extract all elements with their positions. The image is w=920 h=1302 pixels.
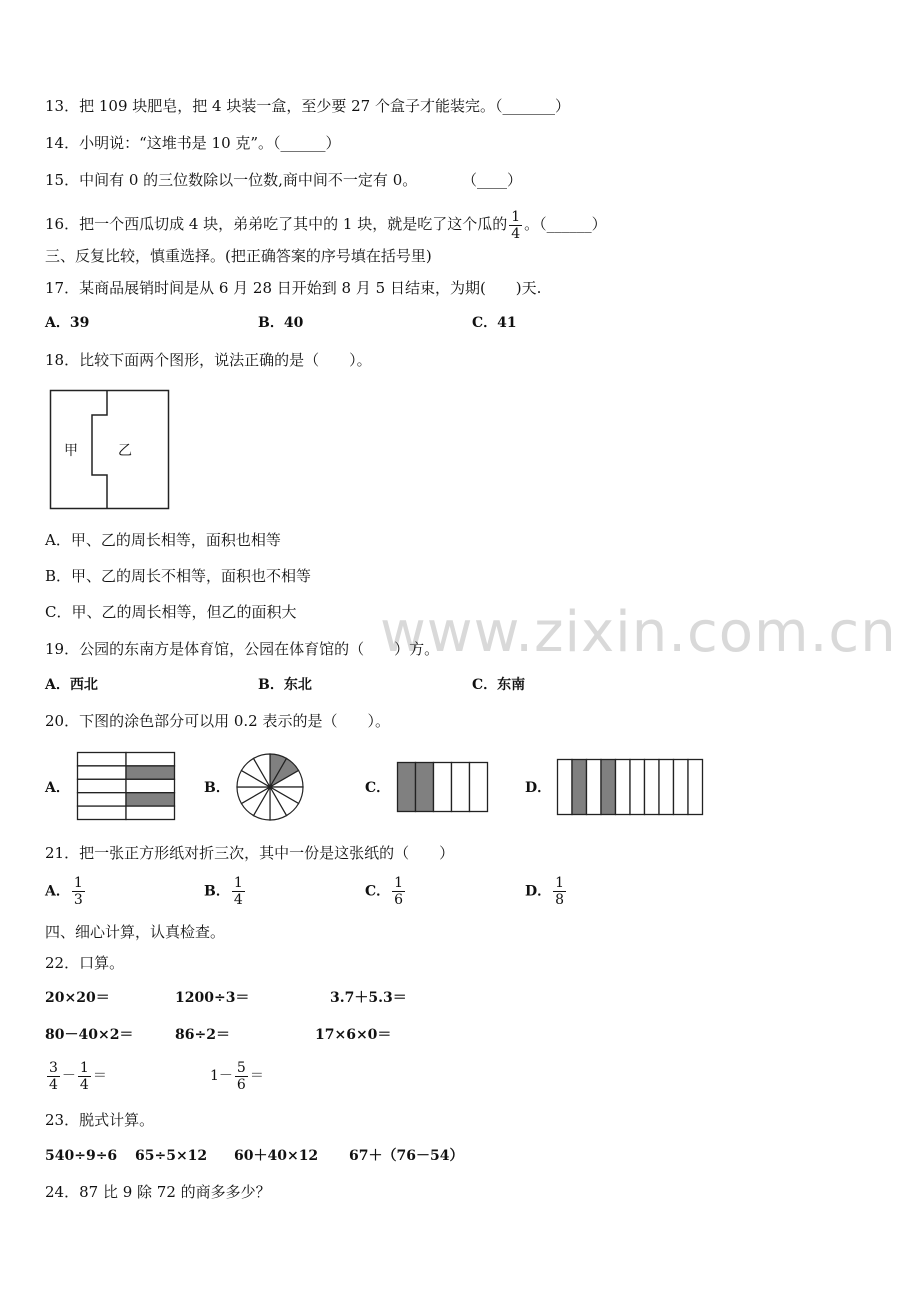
q19-option-c[interactable]: C．东南 [472,677,526,693]
strip [434,763,452,812]
fraction: $\frac{1}{6}$ [394,875,404,908]
calc-item: 80－40×2＝ [45,1027,134,1043]
q20-option-c[interactable]: C． [365,780,391,796]
calc-item: 60＋40×12 [234,1148,319,1164]
question-21: 21．把一张正方形纸对折三次，其中一份是这张纸的（ ） [45,844,455,862]
calc-item: 65÷5×12 [135,1148,208,1164]
strip [452,763,470,812]
fraction: $\frac{3}{4}$ [49,1059,58,1093]
calc-item: 17×6×0＝ [315,1027,392,1043]
q20-option-d[interactable]: D． [525,780,552,796]
grid-cell [78,779,127,792]
question-19: 19．公园的东南方是体育馆，公园在体育馆的（ ）方。 [45,640,440,658]
fraction: $\frac{1}{4}$ [79,1059,89,1093]
question-14: 14．小明说：“这堆书是 10 克”。（______） [45,134,341,152]
q20-option-a[interactable]: A． [45,780,70,796]
watermark: www.zixin.com.cn [380,600,897,665]
grid-cell [78,753,127,766]
q18-option-a[interactable]: A．甲、乙的周长相等，面积也相等 [45,531,281,549]
calc-item-fraction-b: 1－ $\frac{5}{6}$ ＝ [210,1059,264,1093]
q18-label-yi: 乙 [118,443,132,459]
strip [659,760,674,815]
calc-item: 1200÷3＝ [175,990,250,1006]
shaded-cell [126,793,175,806]
question-16-blank: 。（______） [524,215,607,233]
question-13: 13．把 109 块肥皂，把 4 块装一盒，至少要 27 个盒子才能装完。（_______） [45,97,570,115]
fraction: $\frac{1}{8}$ [555,875,565,908]
q20-figure-d [557,759,704,815]
calc-item: 20×20＝ [45,990,110,1006]
q20-figure-c [397,762,489,812]
q17-option-b[interactable]: B．40 [258,315,304,331]
q18-divider [92,390,107,509]
question-15-text: 15．中间有 0 的三位数除以一位数,商中间不一定有 0。 [45,171,418,189]
calc-item: 86÷2＝ [175,1027,230,1043]
strip [616,760,631,815]
q18-label-jia: 甲 [64,443,78,459]
fraction: $\frac{5}{6}$ [236,1059,246,1093]
grid-cell [126,779,175,792]
grid-cell [78,766,127,779]
strip [587,760,602,815]
q18-option-c[interactable]: C．甲、乙的周长相等，但乙的面积大 [45,603,297,621]
question-15 [45,170,522,190]
grid-cell [126,753,175,766]
q17-option-c[interactable]: C．41 [472,315,517,331]
calc-item: 67＋（76－54） [349,1148,464,1164]
question-20: 20．下图的涂色部分可以用 0.2 表示的是（ ）。 [45,712,390,730]
calc-item-fraction-a: $\frac{3}{4}$ － $\frac{1}{4}$ ＝ [49,1059,107,1093]
q20-figure-b [236,753,304,821]
shaded-strip [416,763,434,812]
strip [558,760,573,815]
q21-option-a[interactable]: A． $\frac{1}{3}$ [45,875,83,908]
q21-option-d[interactable]: D． $\frac{1}{8}$ [525,875,565,908]
section-3-heading: 三、反复比较，慎重选择。(把正确答案的序号填在括号里) [45,247,432,265]
grid-cell [78,793,127,806]
shaded-strip [572,760,587,815]
calc-item: 3.7＋5.3＝ [330,990,407,1006]
shaded-cell [126,766,175,779]
strip [470,763,488,812]
strip [688,760,703,815]
q21-option-c[interactable]: C． $\frac{1}{6}$ [365,875,404,908]
question-18: 18．比较下面两个图形，说法正确的是（ ）。 [45,351,372,369]
grid-cell [78,806,127,819]
section-4-heading: 四、细心计算，认真检查。 [45,923,226,941]
q21-option-b[interactable]: B． $\frac{1}{4}$ [204,875,243,908]
question-22: 22．口算。 [45,954,125,972]
question-17: 17．某商品展销时间是从 6 月 28 日开始到 8 月 5 日结束，为期( )天. [45,279,542,297]
shaded-strip [398,763,416,812]
strip [630,760,645,815]
question-24: 24．87 比 9 除 72 的商多多少？ [45,1183,271,1201]
q20-option-b[interactable]: B． [204,780,230,796]
fraction: $\frac{1}{4}$ [511,208,521,242]
fraction: $\frac{1}{4}$ [233,875,243,908]
q18-option-b[interactable]: B．甲、乙的周长不相等，面积也不相等 [45,567,312,585]
strip [674,760,689,815]
strip [645,760,660,815]
q20-figure-a [77,752,175,820]
fraction: $\frac{1}{3}$ [73,875,83,908]
calc-item: 540÷9÷6 [45,1148,118,1164]
q17-option-a[interactable]: A．39 [45,315,90,331]
q19-option-a[interactable]: A．西北 [45,677,98,693]
question-23: 23．脱式计算。 [45,1111,155,1129]
shaded-strip [601,760,616,815]
question-16-text: 16．把一个西瓜切成 4 块，弟弟吃了其中的 1 块，就是吃了这个瓜的 [45,215,508,233]
question-16 [45,206,607,242]
q19-option-b[interactable]: B．东北 [258,677,312,693]
grid-cell [126,806,175,819]
question-15-blank: （____） [462,171,523,189]
